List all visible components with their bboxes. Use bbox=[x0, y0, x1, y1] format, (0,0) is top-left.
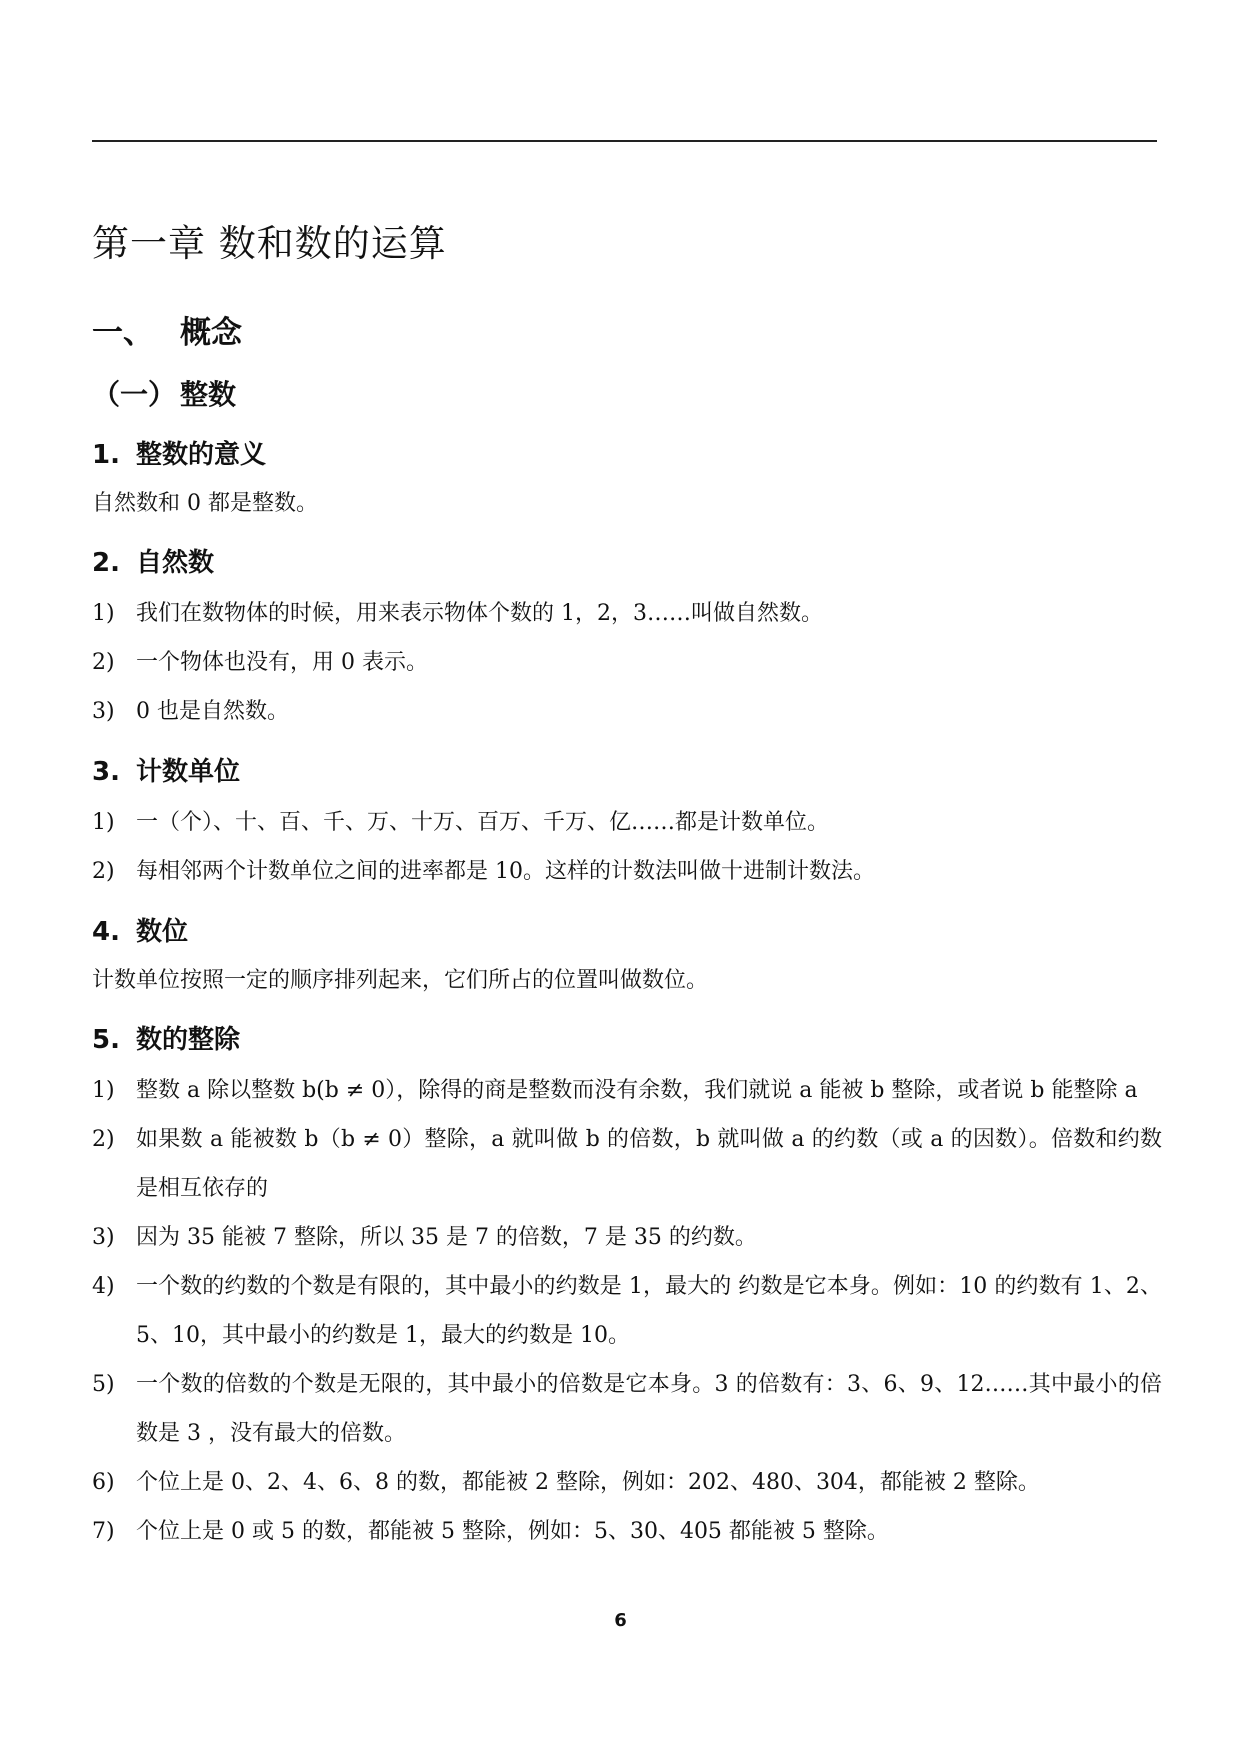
list-text: 一个数的约数的个数是有限的，其中最小的约数是 1，最大的 约数是它本身。例如：10 的约数有 1、2、5、10，其中最小的约数是 1，最大的约数是 10。 bbox=[136, 1274, 1162, 1348]
header-rule bbox=[92, 140, 1157, 142]
topic-title: 数位 bbox=[136, 917, 189, 947]
list-item bbox=[92, 1262, 1162, 1360]
list-text: 一个数的倍数的个数是无限的，其中最小的倍数是它本身。3 的倍数有：3、6、9、12……其中最小的倍数是 3 ，没有最大的倍数。 bbox=[136, 1372, 1162, 1446]
topic-title: 自然数 bbox=[136, 548, 215, 578]
list-number: 1) bbox=[92, 601, 115, 626]
section-heading bbox=[92, 305, 1162, 361]
list-item bbox=[92, 1360, 1162, 1458]
topic-number: 5. bbox=[92, 1025, 120, 1055]
list-text: 如果数 a 能被数 b（b ≠ 0）整除，a 就叫做 b 的倍数，b 就叫做 a 的约数（或 a 的因数）。倍数和约数是相互依存的 bbox=[136, 1127, 1162, 1201]
list-item bbox=[92, 1458, 1162, 1507]
list-text: 0 也是自然数。 bbox=[136, 699, 289, 724]
list-number: 7) bbox=[92, 1519, 115, 1544]
topic-heading bbox=[92, 750, 1162, 794]
list-number: 6) bbox=[92, 1470, 115, 1495]
list-item bbox=[92, 798, 1162, 847]
paragraph: 计数单位按照一定的顺序排列起来，它们所占的位置叫做数位。 bbox=[92, 968, 709, 993]
list-number: 2) bbox=[92, 1127, 115, 1152]
topic-title: 整数的意义 bbox=[136, 440, 267, 470]
topic-heading bbox=[92, 1018, 1162, 1062]
topic-title: 数的整除 bbox=[136, 1025, 241, 1055]
list-number: 5) bbox=[92, 1372, 115, 1397]
topic-heading bbox=[92, 433, 1162, 477]
list-item bbox=[92, 1213, 1162, 1262]
topic-number: 3. bbox=[92, 757, 120, 787]
list-number: 2) bbox=[92, 859, 115, 884]
list-item bbox=[92, 589, 1162, 638]
topic-title: 计数单位 bbox=[136, 757, 241, 787]
list-item bbox=[92, 1115, 1162, 1213]
topic-heading bbox=[92, 541, 1162, 585]
list-item bbox=[92, 1066, 1162, 1115]
topic-number: 1. bbox=[92, 440, 120, 470]
list-text: 个位上是 0、2、4、6、8 的数，都能被 2 整除，例如：202、480、304，都能被 2 整除。 bbox=[136, 1470, 1040, 1495]
list-text: 一个物体也没有，用 0 表示。 bbox=[136, 650, 428, 675]
list-text: 我们在数物体的时候，用来表示物体个数的 1，2，3……叫做自然数。 bbox=[136, 601, 823, 626]
list-item bbox=[92, 687, 1162, 736]
topic-number: 2. bbox=[92, 548, 120, 578]
list-text: 一（个）、十、百、千、万、十万、百万、千万、亿……都是计数单位。 bbox=[136, 810, 830, 835]
subsection-number: （一） bbox=[92, 378, 177, 411]
list-item bbox=[92, 847, 1162, 896]
list-number: 1) bbox=[92, 810, 115, 835]
topic-heading bbox=[92, 910, 1162, 954]
list-text: 整数 a 除以整数 b(b ≠ 0），除得的商是整数而没有余数，我们就说 a 能被 b 整除，或者说 b 能整除 a bbox=[136, 1078, 1138, 1103]
list-item bbox=[92, 638, 1162, 687]
section-title: 概念 bbox=[180, 315, 242, 351]
page-content bbox=[92, 215, 1162, 1556]
subsection-heading bbox=[92, 371, 1162, 419]
paragraph: 自然数和 0 都是整数。 bbox=[92, 491, 318, 516]
list-number: 4) bbox=[92, 1274, 115, 1299]
page-number: 6 bbox=[614, 1610, 627, 1631]
list-text: 每相邻两个计数单位之间的进率都是 10。这样的计数法叫做十进制计数法。 bbox=[136, 859, 875, 884]
section-number: 一、 bbox=[92, 315, 154, 351]
list-number: 1) bbox=[92, 1078, 115, 1103]
list-item bbox=[92, 1507, 1162, 1556]
subsection-title: 整数 bbox=[180, 378, 237, 411]
list-number: 2) bbox=[92, 650, 115, 675]
list-number: 3) bbox=[92, 1225, 115, 1250]
chapter-title: 第一章 数和数的运算 bbox=[92, 222, 447, 265]
list-text: 因为 35 能被 7 整除，所以 35 是 7 的倍数，7 是 35 的约数。 bbox=[136, 1225, 757, 1250]
list-number: 3) bbox=[92, 699, 115, 724]
topic-number: 4. bbox=[92, 917, 120, 947]
list-text: 个位上是 0 或 5 的数，都能被 5 整除，例如：5、30、405 都能被 5 整除。 bbox=[136, 1519, 889, 1544]
